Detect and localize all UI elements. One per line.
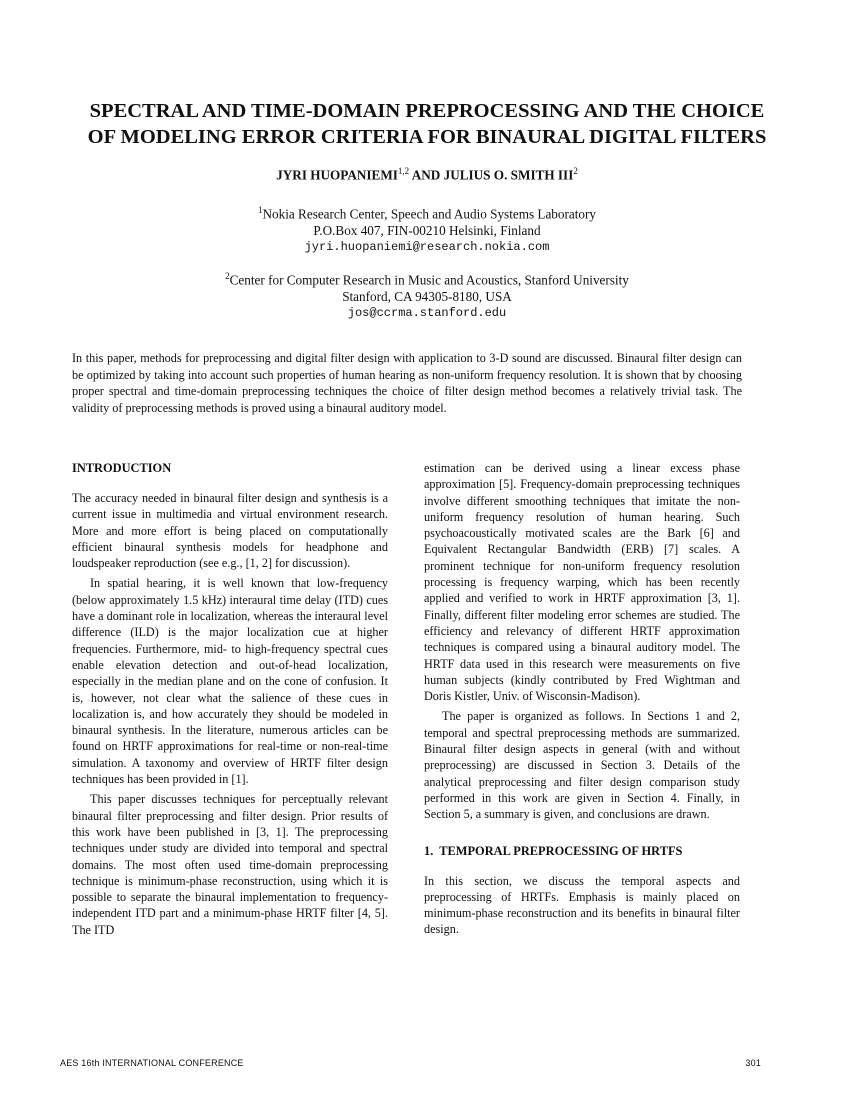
affiliation-1-address: P.O.Box 407, FIN-00210 Helsinki, Finland xyxy=(313,222,541,238)
affiliation-1-marker: 1 xyxy=(258,205,263,215)
footer-conference: AES 16th INTERNATIONAL CONFERENCE xyxy=(60,1058,244,1068)
author-2-affil: 2 xyxy=(573,166,578,176)
affiliation-1-email[interactable]: jyri.huopaniemi@research.nokia.com xyxy=(304,240,550,255)
intro-paragraph-3: This paper discusses techniques for perceptually relevant binaural filter preprocessing and filter design. Prior results of this work have been published in [3, 1]. The preprocessing techniques under study are divided into temporal and spectral domains. The most often used time-domain preprocessing technique is minimum-phase reconstruction, using which it is possible to separate the binaural implementation to frequency-independent ITD part and a minimum-phase HRTF filter [4, 5]. The ITD xyxy=(72,792,388,937)
introduction-heading: INTRODUCTION xyxy=(72,461,172,475)
author-2: JULIUS O. SMITH III xyxy=(443,167,574,183)
abstract: In this paper, methods for preprocessing and digital filter design with application to 3-D sound are discussed. Binaural filter design can be optimized by taking into account such properties of human hearing as non-uniform frequency resolution. It is shown that by choosing proper spectral and time-domain preprocessing techniques the choice of filter design method becomes a relatively trivial task. The validity of preprocessing methods is proved using a binaural auditory model. xyxy=(72,351,742,415)
intro-paragraph-2: In spatial hearing, it is well known that low-frequency (below approximately 1.5 kHz) interaural time delay (ITD) cues have a dominant role in localization, whereas the interaural level difference (ILD) is the major localization cue at higher frequencies. Furthermore, mid- to high-frequency spectral cues enable elevation detection and out-of-head localization, especially in the median plane and on the cone of confusion. It is, however, not clear what the salience of these cues in localization is, and how accurately they should be modeled in binaural synthesis. In the literature, numerous articles can be found on HRTF approximations for real-time or non-real-time simulation. A taxonomy and overview of HRTF filter design techniques has been provided in [1]. xyxy=(72,576,388,787)
author-and: AND xyxy=(409,167,444,183)
affiliation-1 xyxy=(0,202,854,256)
title-line-1: SPECTRAL AND TIME-DOMAIN PREPROCESSING AND THE CHOICE xyxy=(89,100,765,122)
section-1-heading: 1. TEMPORAL PREPROCESSING OF HRTFS xyxy=(424,843,683,858)
affiliation-2-email[interactable]: jos@ccrma.stanford.edu xyxy=(347,306,507,321)
left-column xyxy=(72,460,388,942)
author-1-affil: 1,2 xyxy=(397,166,410,176)
affiliation-1-org: Nokia Research Center, Speech and Audio Systems Laboratory xyxy=(262,206,596,222)
right-column xyxy=(424,460,740,942)
author-1: JYRI HUOPANIEMI xyxy=(276,167,398,183)
paper-title xyxy=(40,98,814,150)
footer-page-number: 301 xyxy=(745,1058,761,1068)
title-line-2: OF MODELING ERROR CRITERIA FOR BINAURAL DIGITAL FILTERS xyxy=(87,126,767,148)
author-line xyxy=(0,166,854,183)
affiliation-2-marker: 2 xyxy=(225,271,230,281)
affiliation-2-org: Center for Computer Research in Music and Acoustics, Stanford University xyxy=(229,272,629,288)
intro-paragraph-1: The accuracy needed in binaural filter design and synthesis is a current issue in multimedia and virtual environment research. More and more effort is being placed on computationally efficient binaural synthesis models for headphone and loudspeaker reproduction (see e.g., [1, 2] for discussion). xyxy=(72,491,388,571)
intro-paragraph-5: The paper is organized as follows. In Sections 1 and 2, temporal and spectral preprocessing methods are summarized. Binaural filter design aspects in general (with and without preprocessing) are discussed in Section 3. Details of the analytical preprocessing and filter design comparison study performed in this work are given in Section 4. Finally, in Section 5, a summary is given, and conclusions are drawn. xyxy=(424,709,740,822)
affiliation-2-address: Stanford, CA 94305-8180, USA xyxy=(342,288,512,304)
affiliation-2 xyxy=(0,268,854,322)
section-1-paragraph-1: In this section, we discuss the temporal aspects and preprocessing of HRTFs. Emphasis is mainly placed on minimum-phase reconstruction and its benefits in binaural filter design. xyxy=(424,873,740,937)
intro-paragraph-4: estimation can be derived using a linear excess phase approximation [5]. Frequency-domain preprocessing techniques involve different smoothing techniques that imitate the non-uniform frequency resolution of human hearing. Such psychoacoustically motivated scales are the Bark [6] and Equivalent Rectangular Bandwidth (ERB) [7] scales. A prominent technique for non-uniform frequency resolution processing is frequency warping, which has been recently applied and verified to work in HRTF approximation [3, 1]. Finally, different filter modeling error schemes are studied. The efficiency and relevancy of different HRTF approximation techniques is compared using a binaural auditory model. The HRTF data used in this research were measurements on five human subjects (kindly contributed by Fred Wightman and Doris Kistler, Univ. of Wisconsin-Madison). xyxy=(424,461,740,704)
